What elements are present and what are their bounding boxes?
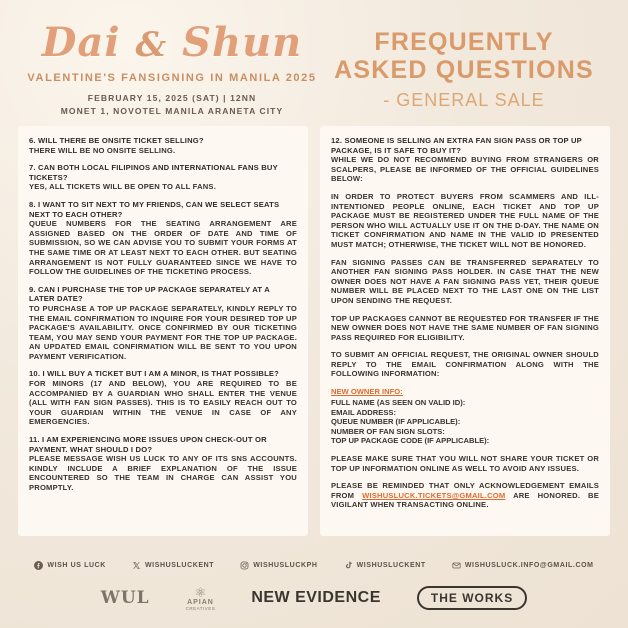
social-label: WISH US LUCK (47, 562, 106, 569)
faq-question: 7. CAN BOTH LOCAL FILIPINOS AND INTERNATIONAL FANS BUY TICKETS? (29, 163, 278, 182)
faq-question: 11. I AM EXPERIENCING MORE ISSUES UPON CHECK-OUT OR PAYMENT. WHAT SHOULD I DO? (29, 435, 267, 454)
event-subtitle: VALENTINE'S FANSIGNING IN MANILA 2025 (27, 72, 317, 84)
faq-item (331, 136, 599, 184)
faq-answer: WHILE WE DO NOT RECOMMEND BUYING FROM STRANGERS OR SCALPERS, PLEASE BE INFORMED OF THE OFFICIAL GUIDELINES BELOW: (331, 155, 599, 184)
owner-field: NUMBER OF FAN SIGN SLOTS: (331, 426, 445, 436)
faq-answer: QUEUE NUMBERS FOR THE SEATING ARRANGEMENT ARE ASSIGNED BASED ON THE ORDER OF DATE AND TIME OF SUBMISSION, SO WE CAN ADVISE YOU TO SUBMIT YOUR FORMS AT THE SAME TIME OR AT LEAST NEXT TO EACH OTHER. BUT SEATING ARRANGEMENT IS NOT FULLY GUARANTEED SINCE WE HAVE TO FOLLOW THE GUIDELINES OF THE TICKETING PROCESS. (29, 219, 297, 277)
social-tiktok[interactable] (344, 561, 426, 570)
faq-title-line1: FREQUENTLY (374, 28, 554, 56)
ampersand: & (135, 25, 168, 65)
faq-paragraph: FAN SIGNING PASSES CAN BE TRANSFERRED SEPARATELY TO ANOTHER FAN SIGNING PASS HOLDER. IN CASE THAT THE NEW OWNER DOES NOT HAVE A FAN SIGNING PASS YET, THEIR QUEUE NUMBER WILL BE PLACED NEXT TO THE LAST ONE ON THE LIST UPON SENDING THE REQUEST. (331, 257, 599, 305)
new-owner-heading: NEW OWNER INFO: (331, 387, 403, 397)
faq-answer: YES, ALL TICKETS WILL BE OPEN TO ALL FANS. (29, 182, 217, 192)
faq-question: 10. I WILL BUY A TICKET BUT I AM A MINOR, IS THAT POSSIBLE? (29, 369, 280, 379)
artist-name-2: Shun (182, 19, 303, 66)
faq-paragraph-email (331, 481, 599, 510)
faq-item (29, 435, 297, 493)
social-links (0, 561, 628, 570)
reminder-text-post: ARE HONORED. BE VIGILANT WHEN TRANSACTING ONLINE. (331, 490, 599, 510)
faq-question: 9. CAN I PURCHASE THE TOP UP PACKAGE SEPARATELY AT A LATER DATE? (29, 284, 270, 304)
owner-field: EMAIL ADDRESS: (331, 407, 396, 417)
reminder-text-pre: PLEASE BE REMINDED THAT ONLY ACKNOWLEDGEMENT EMAILS FROM (331, 481, 599, 500)
logo-wul: WUL (100, 588, 150, 608)
social-label: WISHUSLUCKENT (356, 562, 426, 569)
logo-the-works: THE WORKS (417, 586, 527, 610)
instagram-icon (240, 561, 249, 570)
event-venue: MONET 1, NOVOTEL MANILA ARANETA CITY (60, 106, 284, 116)
faq-answer: PLEASE MESSAGE WISH US LUCK TO ANY OF ITS SNS ACCOUNTS. KINDLY INCLUDE A BRIEF EXPLANATION OF THE ISSUE ENCOUNTERED SO THE TEAM IN CHARGE CAN ASSIST YOU PROMPTLY. (29, 454, 297, 492)
faq-item (29, 285, 297, 362)
faq-paragraph: PLEASE MAKE SURE THAT YOU WILL NOT SHARE YOUR TICKET OR TOP UP INFORMATION ONLINE AS WELL TO AVOID ANY ISSUES. (331, 454, 599, 473)
faq-title-block (322, 18, 606, 112)
logo-new-evidence: NEW EVIDENCE (251, 589, 381, 606)
faq-item (29, 136, 297, 155)
event-title-block (22, 18, 322, 116)
artist-name-1: Dai (41, 19, 121, 66)
new-owner-fields (331, 398, 599, 446)
faq-column-right (320, 126, 610, 536)
tiktok-icon (344, 561, 353, 570)
social-twitter-x[interactable] (132, 561, 214, 570)
email-icon (452, 561, 461, 570)
logo-apian (186, 586, 216, 611)
sponsor-logos (0, 576, 628, 620)
faq-item (29, 163, 297, 192)
faq-question: 12. SOMEONE IS SELLING AN EXTRA FAN SIGN PASS OR TOP UP PACKAGE, IS IT SAFE TO BUY IT? (331, 136, 582, 155)
faq-question: 6. WILL THERE BE ONSITE TICKET SELLING? (29, 136, 204, 145)
artist-names (22, 19, 322, 66)
faq-content (18, 126, 610, 536)
faq-answer: FOR MINORS (17 AND BELOW), YOU ARE REQUIRED TO BE ACCOMPANIED BY A GUARDIAN WHO SHALL ENTER THE VENUE (ALL WITH FAN SIGN PASSES). THIS IS TO EASILY REACH OUT TO YOUR GUARDIAN WITHIN THE VENUE IN CASE OF ANY EMERGENCIES. (29, 379, 297, 427)
owner-field: FULL NAME (AS SEEN ON VALID ID): (331, 398, 466, 408)
twitter-x-icon (132, 561, 141, 570)
ticket-email-link[interactable]: WISHUSLUCK.TICKETS@GMAIL.COM (362, 490, 506, 500)
faq-column-left (18, 126, 308, 536)
poster-header (0, 0, 628, 122)
faq-title-line2: ASKED QUESTIONS (334, 56, 594, 84)
social-instagram[interactable] (240, 561, 317, 570)
faq-item (29, 369, 297, 427)
apian-subtitle: CREATIVES (185, 605, 216, 611)
facebook-icon (34, 561, 43, 570)
faq-paragraph: TOP UP PACKAGES CANNOT BE REQUESTED FOR TRANSFER IF THE NEW OWNER DOES NOT HAVE THE SAME NUMBER OF FAN SIGNING PASS REQUIRED FOR ELIGIBILITY. (331, 313, 599, 342)
owner-field: QUEUE NUMBER (IF APPLICABLE): (331, 417, 461, 427)
social-label: WISHUSLUCK.INFO@GMAIL.COM (464, 562, 594, 569)
owner-field: TOP UP PACKAGE CODE (IF APPLICABLE): (331, 436, 490, 446)
social-label: WISHUSLUCKPH (253, 562, 318, 569)
faq-answer: TO PURCHASE A TOP UP PACKAGE SEPARATELY, KINDLY REPLY TO THE EMAIL CONFIRMATION TO INQUIRE FOR YOUR DESIRED TOP UP PACKAGE'S AVAILABILITY. ONCE CONFIRMED BY OUR TICKETING TEAM, YOU MAY SEND YOUR PAYMENT FOR THE TOP UP PACKAGE. AN UPDATED EMAIL CONFIRMATION WILL BE SENT TO YOU UPON PAYMENT VERIFICATION. (29, 303, 297, 361)
social-facebook[interactable] (34, 561, 106, 570)
faq-answer: THERE WILL BE NO ONSITE SELLING. (29, 145, 176, 155)
social-label: WISHUSLUCKENT (144, 562, 215, 569)
faq-subtitle: - GENERAL SALE (383, 90, 545, 110)
social-email[interactable] (452, 561, 594, 570)
faq-paragraph: TO SUBMIT AN OFFICIAL REQUEST, THE ORIGINAL OWNER SHOULD REPLY TO THE EMAIL CONFIRMATION ALONG WITH THE FOLLOWING INFORMATION: (331, 350, 599, 379)
faq-item (29, 200, 297, 277)
apian-mark: ⚛ (194, 584, 207, 600)
event-date: FEBRUARY 15, 2025 (SAT) | 12NN (87, 93, 257, 103)
faq-paragraph: IN ORDER TO PROTECT BUYERS FROM SCAMMERS AND ILL-INTENTIONED PEOPLE ONLINE, EACH TICKET AND TOP UP PACKAGE MUST BE REGISTERED UNDER THE FULL NAME OF THE PERSON WHO WILL ACTUALLY USE IT ON THE D-DAY. THE NAME ON TICKET CONFIRMATION AND NAME IN THE VALID ID PRESENTED MUST MATCH; OTHERWISE, THE TICKET WILL NOT BE HONORED. (331, 191, 599, 249)
apian-name: APIAN (187, 598, 214, 606)
faq-question: 8. I WANT TO SIT NEXT TO MY FRIENDS, CAN WE SELECT SEATS NEXT TO EACH OTHER? (29, 199, 280, 219)
